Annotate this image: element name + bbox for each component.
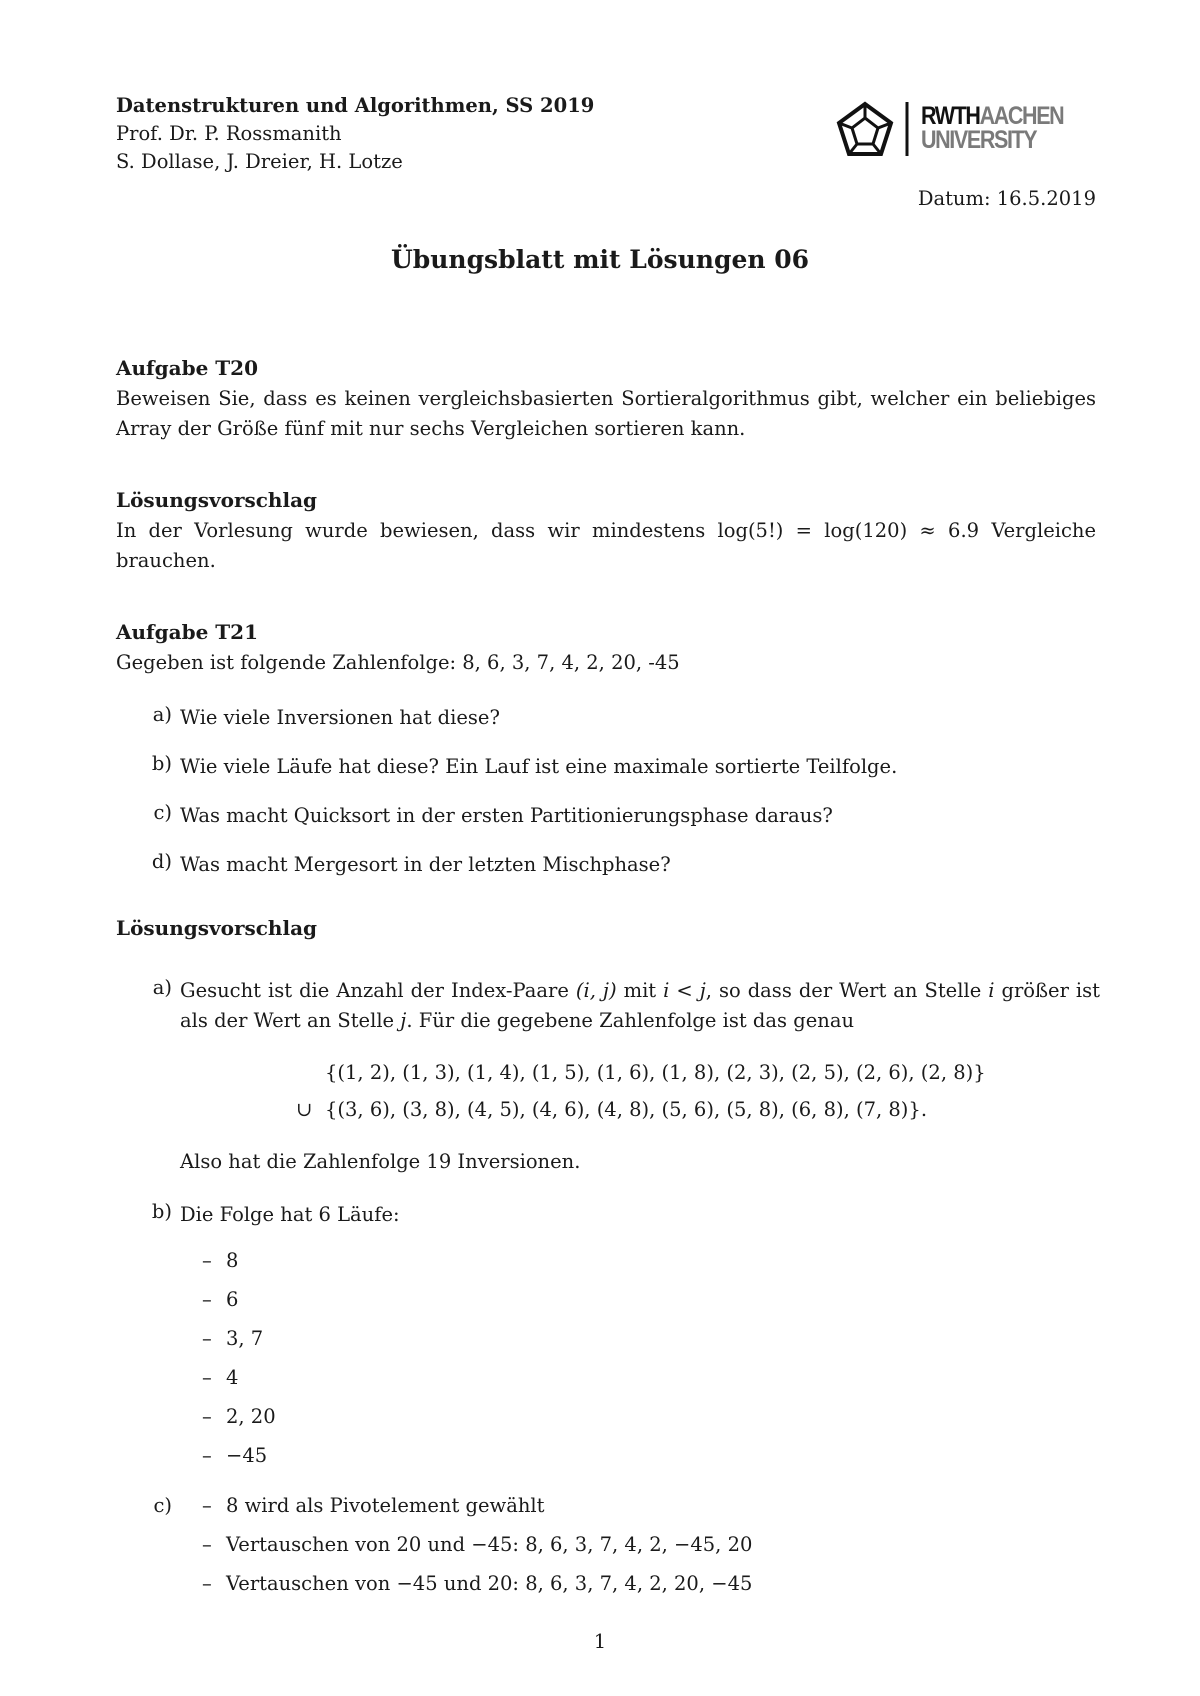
- question-label: b): [151, 752, 172, 775]
- text-part: . Für die gegebene Zahlenfolge ist das genau: [406, 1009, 855, 1032]
- question-label: d): [151, 850, 172, 873]
- course-title: Datenstrukturen und Algorithmen, SS 2019: [116, 94, 595, 117]
- question-text: Was macht Mergesort in der letzten Mischphase?: [180, 853, 671, 876]
- set-line-1: {(1, 2), (1, 3), (1, 4), (1, 5), (1, 6), (1, 8), (2, 3), (2, 5), (2, 6), (2, 8)}: [325, 1061, 986, 1084]
- text-part: mit: [616, 979, 664, 1002]
- professor: Prof. Dr. P. Rossmanith: [116, 122, 342, 145]
- question-text: Wie viele Inversionen hat diese?: [180, 706, 500, 729]
- dash-bullet: –: [202, 1494, 212, 1517]
- t20-heading: Aufgabe T20: [116, 356, 258, 380]
- logo-university: UNIVERSITY: [921, 126, 1037, 154]
- pentagon-logo-icon: [833, 98, 913, 160]
- t21-solution-heading: Lösungsvorschlag: [116, 916, 318, 940]
- step-text: 8 wird als Pivotelement gewählt: [226, 1494, 545, 1517]
- run-value: 8: [226, 1249, 239, 1272]
- solution-a-text: [180, 976, 1100, 1036]
- solution-label: a): [152, 976, 172, 999]
- run-item: [202, 1249, 238, 1272]
- solution-a-conclusion: Also hat die Zahlenfolge 19 Inversionen.: [180, 1150, 581, 1173]
- t21-heading: Aufgabe T21: [116, 620, 258, 644]
- quicksort-step: [202, 1494, 544, 1517]
- run-item: [202, 1327, 263, 1350]
- question-text: Was macht Quicksort in der ersten Partitionierungsphase daraus?: [180, 804, 833, 827]
- logo-rwth: RWTH: [921, 102, 980, 130]
- run-item: [202, 1366, 238, 1389]
- dash-bullet: –: [202, 1572, 212, 1595]
- step-text: Vertauschen von 20 und −45: 8, 6, 3, 7, 4, 2, −45, 20: [226, 1533, 753, 1556]
- question-label: a): [152, 703, 172, 726]
- date: Datum: 16.5.2019: [917, 187, 1096, 210]
- solution-label: c): [153, 1494, 172, 1517]
- run-item: [202, 1444, 267, 1467]
- run-value: 2, 20: [226, 1405, 276, 1428]
- text-part: Gesucht ist die Anzahl der Index-Paare: [180, 979, 576, 1002]
- solution-a: [140, 976, 1100, 1036]
- page-number: 1: [593, 1630, 607, 1653]
- quicksort-step: [202, 1572, 752, 1595]
- logo-aachen: AACHEN: [979, 102, 1064, 130]
- logo-wordmark: [921, 104, 1063, 152]
- dash-bullet: –: [202, 1444, 212, 1467]
- solution-b-text: Die Folge hat 6 Läufe:: [180, 1203, 400, 1226]
- dash-bullet: –: [202, 1405, 212, 1428]
- run-value: 3, 7: [226, 1327, 264, 1350]
- math-pair: (i, j): [575, 979, 617, 1002]
- union-symbol: ∪: [296, 1098, 313, 1121]
- solution-label: b): [151, 1200, 172, 1223]
- math-var-i: i: [988, 979, 995, 1002]
- set-line-2: {(3, 6), (3, 8), (4, 5), (4, 6), (4, 8), (5, 6), (5, 8), (6, 8), (7, 8)}.: [325, 1098, 928, 1121]
- math-var-j: j: [400, 1009, 407, 1032]
- run-value: 4: [226, 1366, 239, 1389]
- page-title: Übungsblatt mit Lösungen 06: [390, 245, 810, 274]
- dash-bullet: –: [202, 1327, 212, 1350]
- assistants: S. Dollase, J. Dreier, H. Lotze: [116, 150, 403, 173]
- run-item: [202, 1288, 238, 1311]
- question-text: Wie viele Läufe hat diese? Ein Lauf ist eine maximale sortierte Teilfolge.: [180, 755, 898, 778]
- run-value: −45: [226, 1444, 268, 1467]
- dash-bullet: –: [202, 1533, 212, 1556]
- t21-intro: Gegeben ist folgende Zahlenfolge: 8, 6, 3, 7, 4, 2, 20, -45: [116, 651, 680, 674]
- t20-solution-text: In der Vorlesung wurde bewiesen, dass wir mindestens log(5!) = log(120) ≈ 6.9 Vergleiche brauchen.: [116, 519, 1096, 572]
- question-label: c): [153, 801, 172, 824]
- t20-solution-heading: Lösungsvorschlag: [116, 488, 318, 512]
- quicksort-step: [202, 1533, 752, 1556]
- step-text: Vertauschen von −45 und 20: 8, 6, 3, 7, 4, 2, 20, −45: [226, 1572, 753, 1595]
- run-value: 6: [226, 1288, 239, 1311]
- t20-text: Beweisen Sie, dass es keinen vergleichsbasierten Sortieralgorithmus gibt, welcher ein beliebiges Array der Größe fünf mit nur sechs Vergleichen sortieren kann.: [116, 387, 1096, 440]
- dash-bullet: –: [202, 1249, 212, 1272]
- run-item: [202, 1405, 276, 1428]
- dash-bullet: –: [202, 1366, 212, 1389]
- math-condition: i < j: [663, 979, 706, 1002]
- text-part: größer ist als der Wert an Stelle: [180, 979, 1100, 1032]
- university-logo: [833, 98, 1095, 160]
- text-part: , so dass der Wert an Stelle: [705, 979, 989, 1002]
- dash-bullet: –: [202, 1288, 212, 1311]
